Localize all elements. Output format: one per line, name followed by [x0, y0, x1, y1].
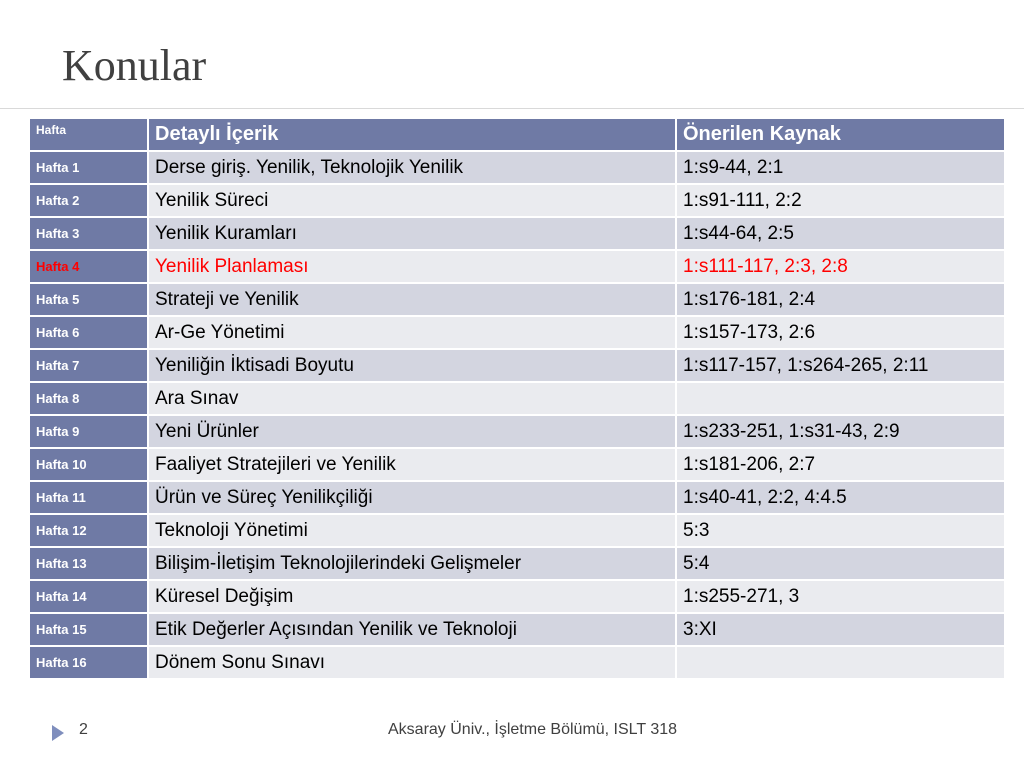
- content-cell: Küresel Değişim: [148, 580, 676, 613]
- content-cell: Bilişim-İletişim Teknolojilerindeki Gelişmeler: [148, 547, 676, 580]
- content-cell: Yenilik Planlaması: [148, 250, 676, 283]
- content-cell: Ürün ve Süreç Yenilikçiliği: [148, 481, 676, 514]
- column-header-source: Önerilen Kaynak: [676, 118, 1005, 151]
- footer-text: Aksaray Üniv., İşletme Bölümü, ISLT 318: [388, 721, 678, 738]
- table-row: [29, 448, 1005, 481]
- week-cell: Hafta 8: [29, 382, 148, 415]
- content-cell: Yenilik Kuramları: [148, 217, 676, 250]
- table-row: [29, 415, 1005, 448]
- table-row: [29, 217, 1005, 250]
- content-cell: Faaliyet Stratejileri ve Yenilik: [148, 448, 676, 481]
- source-cell: 1:s181-206, 2:7: [676, 448, 1005, 481]
- table-row: [29, 283, 1005, 316]
- source-cell: 5:3: [676, 514, 1005, 547]
- content-cell: Derse giriş. Yenilik, Teknolojik Yenilik: [148, 151, 676, 184]
- week-cell: Hafta 9: [29, 415, 148, 448]
- week-cell: Hafta 6: [29, 316, 148, 349]
- table-row: [29, 613, 1005, 646]
- source-cell: 1:s176-181, 2:4: [676, 283, 1005, 316]
- week-cell: Hafta 4: [29, 250, 148, 283]
- source-cell: 1:s157-173, 2:6: [676, 316, 1005, 349]
- source-cell: 5:4: [676, 547, 1005, 580]
- week-cell: Hafta 12: [29, 514, 148, 547]
- column-header-week: Hafta: [29, 118, 148, 151]
- column-header-content: Detaylı İçerik: [148, 118, 676, 151]
- source-cell: 1:s233-251, 1:s31-43, 2:9: [676, 415, 1005, 448]
- week-cell: Hafta 14: [29, 580, 148, 613]
- table-row: [29, 382, 1005, 415]
- week-cell: Hafta 10: [29, 448, 148, 481]
- week-cell: Hafta 1: [29, 151, 148, 184]
- week-cell: Hafta 5: [29, 283, 148, 316]
- content-cell: Etik Değerler Açısından Yenilik ve Teknoloji: [148, 613, 676, 646]
- week-cell: Hafta 16: [29, 646, 148, 679]
- week-cell: Hafta 3: [29, 217, 148, 250]
- table-row: [29, 514, 1005, 547]
- source-cell: 1:s111-117, 2:3, 2:8: [676, 250, 1005, 283]
- source-cell: 1:s91-111, 2:2: [676, 184, 1005, 217]
- table-row: [29, 184, 1005, 217]
- table-row-highlighted: [29, 250, 1005, 283]
- content-cell: Teknoloji Yönetimi: [148, 514, 676, 547]
- week-cell: Hafta 11: [29, 481, 148, 514]
- table-row: [29, 580, 1005, 613]
- source-cell: 1:s117-157, 1:s264-265, 2:11: [676, 349, 1005, 382]
- title-divider: [0, 108, 1024, 109]
- source-cell: 1:s9-44, 2:1: [676, 151, 1005, 184]
- table-row: [29, 151, 1005, 184]
- source-cell: 1:s40-41, 2:2, 4:4.5: [676, 481, 1005, 514]
- content-cell: Yeni Ürünler: [148, 415, 676, 448]
- week-cell: Hafta 2: [29, 184, 148, 217]
- source-cell: 1:s255-271, 3: [676, 580, 1005, 613]
- week-cell: Hafta 13: [29, 547, 148, 580]
- week-cell: Hafta 7: [29, 349, 148, 382]
- week-cell: Hafta 15: [29, 613, 148, 646]
- table-row: [29, 316, 1005, 349]
- table-row: [29, 349, 1005, 382]
- content-cell: Ara Sınav: [148, 382, 676, 415]
- content-cell: Yenilik Süreci: [148, 184, 676, 217]
- content-cell: Strateji ve Yenilik: [148, 283, 676, 316]
- table-header-row: [29, 118, 1005, 151]
- source-cell: [676, 382, 1005, 415]
- source-cell: [676, 646, 1005, 679]
- table-row: [29, 481, 1005, 514]
- slide-title: Konular: [62, 41, 207, 90]
- content-cell: Yeniliğin İktisadi Boyutu: [148, 349, 676, 382]
- table-row: [29, 547, 1005, 580]
- table-row: [29, 646, 1005, 679]
- source-cell: 3:XI: [676, 613, 1005, 646]
- page-number: 2: [79, 721, 88, 738]
- content-cell: Dönem Sonu Sınavı: [148, 646, 676, 679]
- schedule-table: [28, 117, 1006, 680]
- content-cell: Ar-Ge Yönetimi: [148, 316, 676, 349]
- triangle-right-icon: [52, 725, 64, 741]
- source-cell: 1:s44-64, 2:5: [676, 217, 1005, 250]
